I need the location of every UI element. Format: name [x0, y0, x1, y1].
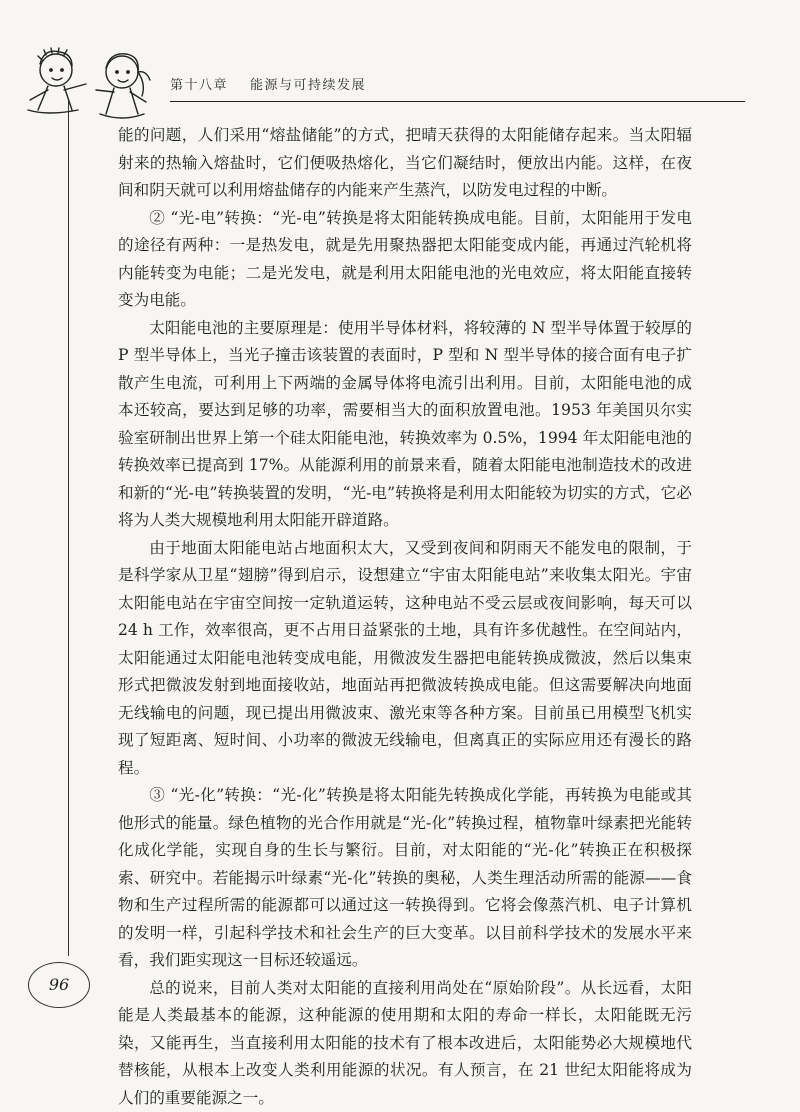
- paragraph: 总的说来，目前人类对太阳能的直接利用尚处在“原始阶段”。从长远看，太阳能是人类最基本的能源，这种能源的使用期和太阳的寿命一样长，太阳能既无污染，又能再生，当直接利用太阳能的技术有了根本改进后，太阳能势必大规模地代替核能，从根本上改变人类利用能源的状况。有人预言，在 21 世纪太阳能将成为人们的重要能源之一。: [118, 975, 692, 1112]
- running-head: [170, 74, 366, 93]
- paragraph: 太阳能电池的主要原理是：使用半导体材料，将较薄的 N 型半导体置于较厚的 P 型半导体上，当光子撞击该装置的表面时，P 型和 N 型半导体的接合面有电子扩散产生电流，可利用上下两端的金属导体将电流引出利用。目前，太阳能电池的成本还较高，要达到足够的功率，需要相当大的面积放置电池。1953 年美国贝尔实验室研制出世界上第一个硅太阳能电池，转换效率为 0.5%，1994 年太阳能电池的转换效率已提高到 17%。从能源利用的前景来看，随着太阳能电池制造技术的改进和新的“光-电”转换装置的发明，“光-电”转换将是利用太阳能较为切实的方式，它必将为人类大规模地利用太阳能开辟道路。: [118, 315, 692, 535]
- header-children-illustration: [18, 40, 168, 130]
- margin-rule: [68, 100, 69, 956]
- chapter-label: 第十八章: [170, 78, 228, 93]
- paragraph: 由于地面太阳能电站占地面积太大，又受到夜间和阴雨天不能发电的限制，于是科学家从卫星“翅膀”得到启示，设想建立“宇宙太阳能电站”来收集太阳光。宇宙太阳能电站在宇宙空间按一定轨道运转，这种电站不受云层或夜间影响，每天可以 24 h 工作，效率很高，更不占用日益紧张的土地，具有许多优越性。在空间站内，太阳能通过太阳能电池转变成电能，用微波发生器把电能转换成微波，然后以集束形式把微波发射到地面接收站，地面站再把微波转换成电能。但这需要解决向地面无线输电的问题，现已提出用微波束、激光束等各种方案。目前虽已用模型飞机实现了短距离、短时间、小功率的微波无线输电，但离真正的实际应用还有漫长的路程。: [118, 535, 692, 783]
- paragraph: ② “光-电”转换：“光-电”转换是将太阳能转换成电能。目前，太阳能用于发电的途径有两种：一是热发电，就是先用聚热器把太阳能变成内能，再通过汽轮机将内能转变为电能；二是光发电，就是利用太阳能电池的光电效应，将太阳能直接转变为电能。: [118, 205, 692, 315]
- header-rule: [170, 101, 745, 102]
- paragraph: ③ “光-化”转换：“光-化”转换是将太阳能先转换成化学能，再转换为电能或其他形式的能量。绿色植物的光合作用就是“光-化”转换过程，植物靠叶绿素把光能转化成化学能，实现自身的生长与繁衍。目前，对太阳能的“光-化”转换正在积极探索、研究中。若能揭示叶绿素“光-化”转换的奥秘，人类生理活动所需的能源——食物和生产过程所需的能源都可以通过这一转换得到。它将会像蒸汽机、电子计算机的发明一样，引起科学技术和社会生产的巨大变革。以目前科学技术的发展水平来看，我们距实现这一目标还较遥远。: [118, 782, 692, 975]
- body-text: [118, 122, 692, 1112]
- page-number: 96: [28, 962, 90, 1008]
- paragraph: 能的问题，人们采用“熔盐储能”的方式，把晴天获得的太阳能储存起来。当太阳辐射来的热输入熔盐时，它们便吸热熔化，当它们凝结时，便放出内能。这样，在夜间和阴天就可以利用熔盐储存的内能来产生蒸汽，以防发电过程的中断。: [118, 122, 692, 205]
- chapter-title: 能源与可持续发展: [250, 78, 366, 93]
